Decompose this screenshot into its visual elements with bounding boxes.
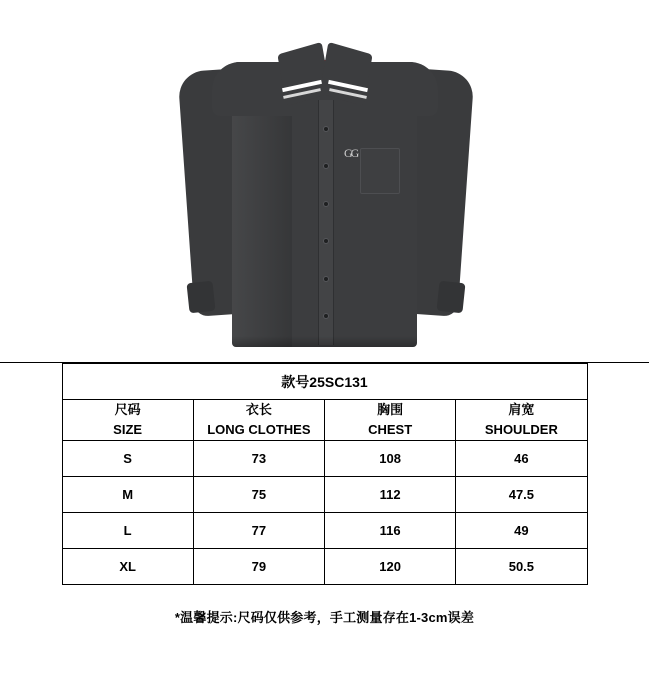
gg-logo-icon: GG: [344, 146, 358, 160]
column-header-chest-cn: 胸围: [377, 402, 404, 417]
column-header-long-clothes: [193, 400, 324, 441]
table-row: [0, 513, 649, 549]
cell-shoulder: 46: [456, 441, 587, 477]
table-row: [0, 441, 649, 477]
shirt-button: [323, 201, 329, 207]
shirt-button: [323, 313, 329, 319]
shirt-hem-shadow: [232, 336, 417, 347]
table-pad-right: [587, 400, 649, 441]
cell-chest: 120: [325, 549, 456, 585]
cell-shoulder: 50.5: [456, 549, 587, 585]
shirt-button: [323, 163, 329, 169]
column-header-size-cn: 尺码: [114, 402, 141, 417]
shirt-placket: [318, 100, 334, 345]
table-pad-right: [587, 513, 649, 549]
shirt-cuff-right: [437, 281, 466, 314]
cell-size: M: [62, 477, 193, 513]
shirt-cuff-left: [187, 281, 216, 314]
table-title-row: [0, 364, 649, 400]
shirt-button: [323, 276, 329, 282]
cell-chest: 112: [325, 477, 456, 513]
table-header-row: [0, 400, 649, 441]
column-header-shoulder-en: SHOULDER: [484, 422, 558, 438]
cell-long-clothes: 73: [193, 441, 324, 477]
table-row: [0, 549, 649, 585]
column-header-chest: [325, 400, 456, 441]
column-header-long-clothes-en: LONG CLOTHES: [207, 422, 311, 438]
table-pad-right: [587, 364, 649, 400]
cell-long-clothes: 75: [193, 477, 324, 513]
column-header-size: [62, 400, 193, 441]
table-pad-left: [0, 477, 62, 513]
cell-shoulder: 49: [456, 513, 587, 549]
cell-size: S: [62, 441, 193, 477]
shirt-button: [323, 238, 329, 244]
cell-chest: 116: [325, 513, 456, 549]
cell-size: L: [62, 513, 193, 549]
measurement-disclaimer: *温馨提示:尺码仅供参考，手工测量存在1-3cm误差: [174, 610, 475, 626]
column-header-size-en: SIZE: [113, 422, 143, 438]
table-row: [0, 477, 649, 513]
column-header-shoulder-cn: 肩宽: [508, 402, 535, 417]
table-pad-left: [0, 513, 62, 549]
shirt-chest-pocket: [360, 148, 400, 194]
table-pad-left: [0, 400, 62, 441]
column-header-chest-en: CHEST: [368, 422, 413, 438]
cell-chest: 108: [325, 441, 456, 477]
shirt-button: [323, 126, 329, 132]
table-pad-right: [587, 441, 649, 477]
table-pad-left: [0, 364, 62, 400]
table-pad-left: [0, 549, 62, 585]
cell-shoulder: 47.5: [456, 477, 587, 513]
table-pad-right: [587, 477, 649, 513]
cell-size: XL: [62, 549, 193, 585]
column-header-long-clothes-cn: 衣长: [245, 402, 272, 417]
table-pad-left: [0, 441, 62, 477]
table-pad-right: [587, 549, 649, 585]
column-header-shoulder: [456, 400, 587, 441]
cell-long-clothes: 77: [193, 513, 324, 549]
size-table: [0, 363, 649, 585]
size-chart: [0, 362, 649, 585]
cell-long-clothes: 79: [193, 549, 324, 585]
style-number-title: 款号25SC131: [62, 364, 587, 400]
